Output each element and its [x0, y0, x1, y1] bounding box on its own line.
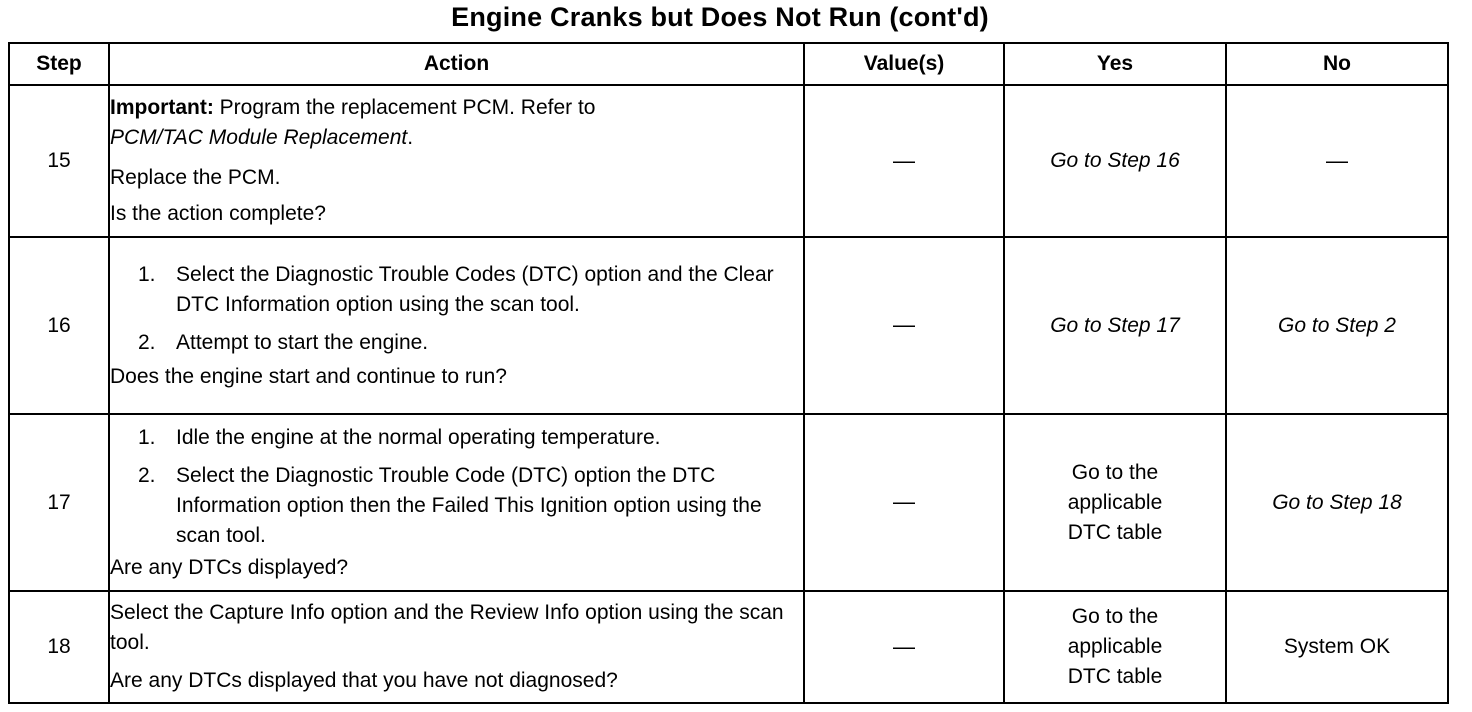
question-text: Is the action complete?	[110, 202, 326, 225]
step-number: 17	[9, 414, 109, 591]
page-title: Engine Cranks but Does Not Run (cont'd)	[451, 2, 989, 32]
list-item-number: 2.	[138, 330, 156, 354]
action-cell	[109, 237, 804, 414]
list-item-number: 1.	[138, 425, 156, 449]
action-cell	[109, 591, 804, 703]
list-item-number: 1.	[138, 262, 156, 286]
list-item-text: Idle the engine at the normal operating temperature.	[176, 425, 661, 449]
step-number: 18	[9, 591, 109, 703]
list-item	[110, 423, 803, 453]
step-number: 16	[9, 237, 109, 414]
table-header-row	[9, 43, 1448, 85]
value-cell	[804, 414, 1004, 591]
action-steps-list	[110, 423, 803, 551]
important-note	[110, 93, 803, 153]
value-cell	[804, 237, 1004, 414]
yes-cell	[1004, 237, 1226, 414]
value-dash: —	[893, 489, 915, 514]
table-row	[9, 85, 1448, 237]
yes-cell	[1004, 591, 1226, 703]
yes-cell	[1004, 414, 1226, 591]
no-cell	[1226, 414, 1448, 591]
instruction-text: Select the Capture Info option and the Review Info option using the scan tool.	[110, 601, 784, 654]
yes-goto-link[interactable]: Go to Step 17	[1050, 313, 1180, 337]
diagnostic-table	[8, 42, 1449, 704]
table-row	[9, 237, 1448, 414]
header-no: No	[1226, 43, 1448, 85]
action-steps-list	[110, 260, 803, 358]
value-dash: —	[893, 312, 915, 337]
value-cell	[804, 85, 1004, 237]
no-dash: —	[1326, 147, 1348, 173]
list-item-text: Attempt to start the engine.	[176, 330, 429, 354]
no-cell	[1226, 85, 1448, 237]
important-text: Program the replacement PCM. Refer to	[213, 96, 596, 119]
table-row	[9, 414, 1448, 591]
header-action: Action	[109, 43, 804, 85]
list-item-text: Select the Diagnostic Trouble Code (DTC) option the DTC Information option then the Failed This Ignition option using the scan tool.	[176, 463, 762, 547]
header-yes: Yes	[1004, 43, 1226, 85]
question-text: Are any DTCs displayed?	[110, 555, 349, 579]
action-cell	[109, 414, 804, 591]
no-result-text: System OK	[1283, 635, 1391, 658]
list-item	[110, 260, 803, 320]
list-item-number: 2.	[138, 463, 156, 487]
yes-goto-link[interactable]: Go to the applicable DTC table	[1067, 605, 1163, 688]
list-item	[110, 461, 803, 551]
question-text: Does the engine start and continue to run?	[110, 364, 507, 388]
no-goto-link[interactable]: Go to Step 2	[1278, 313, 1396, 337]
instruction-text: Replace the PCM.	[110, 166, 281, 189]
action-cell	[109, 85, 804, 237]
list-item-text: Select the Diagnostic Trouble Codes (DTC) option and the Clear DTC Information option using the scan tool.	[176, 262, 774, 316]
reference-link[interactable]: PCM/TAC Module Replacement	[110, 126, 408, 149]
header-values: Value(s)	[804, 43, 1004, 85]
no-goto-link[interactable]: Go to Step 18	[1272, 490, 1402, 514]
table-row	[9, 591, 1448, 703]
no-cell	[1226, 237, 1448, 414]
value-dash: —	[893, 633, 915, 659]
important-label: Important:	[110, 96, 214, 119]
step-number: 15	[9, 85, 109, 237]
reference-suffix: .	[407, 126, 414, 149]
no-cell	[1226, 591, 1448, 703]
yes-cell	[1004, 85, 1226, 237]
value-cell	[804, 591, 1004, 703]
value-dash: —	[893, 147, 915, 173]
yes-goto-link[interactable]: Go to Step 16	[1050, 149, 1180, 172]
header-step: Step	[9, 43, 109, 85]
list-item	[110, 328, 803, 358]
question-text: Are any DTCs displayed that you have not diagnosed?	[110, 669, 618, 692]
yes-goto-link[interactable]: Go to the applicable DTC table	[1067, 460, 1163, 544]
